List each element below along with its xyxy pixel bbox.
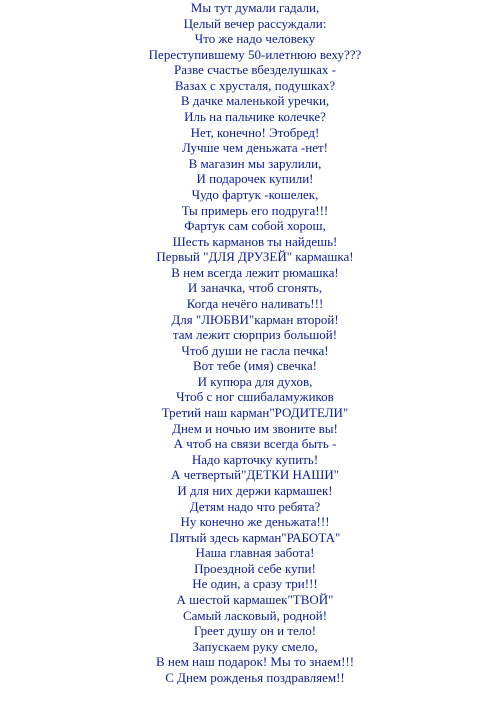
poem-line: Не один, а сразу три!!!	[192, 576, 318, 592]
poem-line: Запускаем руку смело,	[192, 638, 318, 654]
poem-line: Что же надо человеку	[194, 31, 316, 47]
poem-line: Проездной себе купи!	[194, 560, 316, 576]
poem-line: А четвертый"ДЕТКИ НАШИ"	[170, 467, 340, 483]
poem-line: В дачке маленькой уречки,	[180, 93, 330, 109]
poem-line: Ты примерь его подруга!!!	[181, 202, 329, 218]
poem-line: Детям надо что ребята?	[189, 498, 321, 514]
poem-line: Днем и ночью им звоните вы!	[172, 420, 338, 436]
poem-line: Разве счастье вбезделушках -	[173, 62, 337, 78]
poem-line: И заначка, чтоб сгонять,	[187, 280, 323, 296]
poem-line: Для "ЛЮБВИ"карман второй!	[171, 311, 339, 327]
poem-line: И подарочек купили!	[196, 171, 314, 187]
poem-line: Чтоб с ног сшибаламужиков	[176, 389, 334, 405]
poem-line: И для них держи кармашек!	[177, 482, 333, 498]
poem-line: Третий наш карман"РОДИТЕЛИ"	[161, 405, 349, 421]
poem-line: Самый ласковый, родной!	[182, 607, 328, 623]
poem-line: И купюра для духов,	[197, 373, 313, 389]
poem-line: В нем всегда лежит рюмашка!	[171, 264, 339, 280]
poem-line: Переступившему 50-илетнюю веху???	[148, 46, 362, 62]
poem-line: Чудо фартук -кошелек,	[191, 186, 319, 202]
poem-line: Мы тут думали гадали,	[190, 0, 320, 15]
poem-line: Вот тебе (имя) свечка!	[193, 358, 317, 374]
poem-line: Целый вечер рассуждали:	[183, 15, 327, 31]
poem-line: Наша главная забота!	[195, 545, 315, 561]
poem-line: Когда нечёго наливать!!!	[186, 295, 324, 311]
poem-line: С Днем рожденья поздравляем!!	[165, 669, 345, 685]
poem-line: Чтоб души не гасла печка!	[181, 342, 329, 358]
poem-line: Вазах с хрусталя, подушках?	[174, 77, 336, 93]
poem-line: В магазин мы зарулили,	[188, 155, 322, 171]
poem-line: Надо карточку купить!	[191, 451, 319, 467]
poem-line: А шестой кармашек"ТВОЙ"	[176, 591, 334, 607]
poem-line: Иль на пальчике колечке?	[184, 109, 326, 125]
poem-line: там лежит сюрприз большой!	[172, 327, 338, 343]
poem-line: В нем наш подарок! Мы то знаем!!!	[155, 654, 355, 670]
poem-line: А чтоб на связи всегда быть -	[173, 436, 337, 452]
poem-line: Греет душу он и тело!	[193, 623, 317, 639]
poem-line: Лучше чем деньжата -нет!	[182, 140, 328, 156]
poem-line: Ну конечно же деньжата!!!	[180, 514, 330, 530]
poem-line: Фартук сам собой хорош,	[184, 218, 326, 234]
poem-line: Нет, конечно! Этобред!	[190, 124, 320, 140]
poem-line: Шесть карманов ты найдешь!	[172, 233, 338, 249]
poem-line: Первый "ДЛЯ ДРУЗЕЙ" кармашка!	[156, 249, 354, 265]
poem-line: Пятый здесь карман"РАБОТА"	[169, 529, 341, 545]
